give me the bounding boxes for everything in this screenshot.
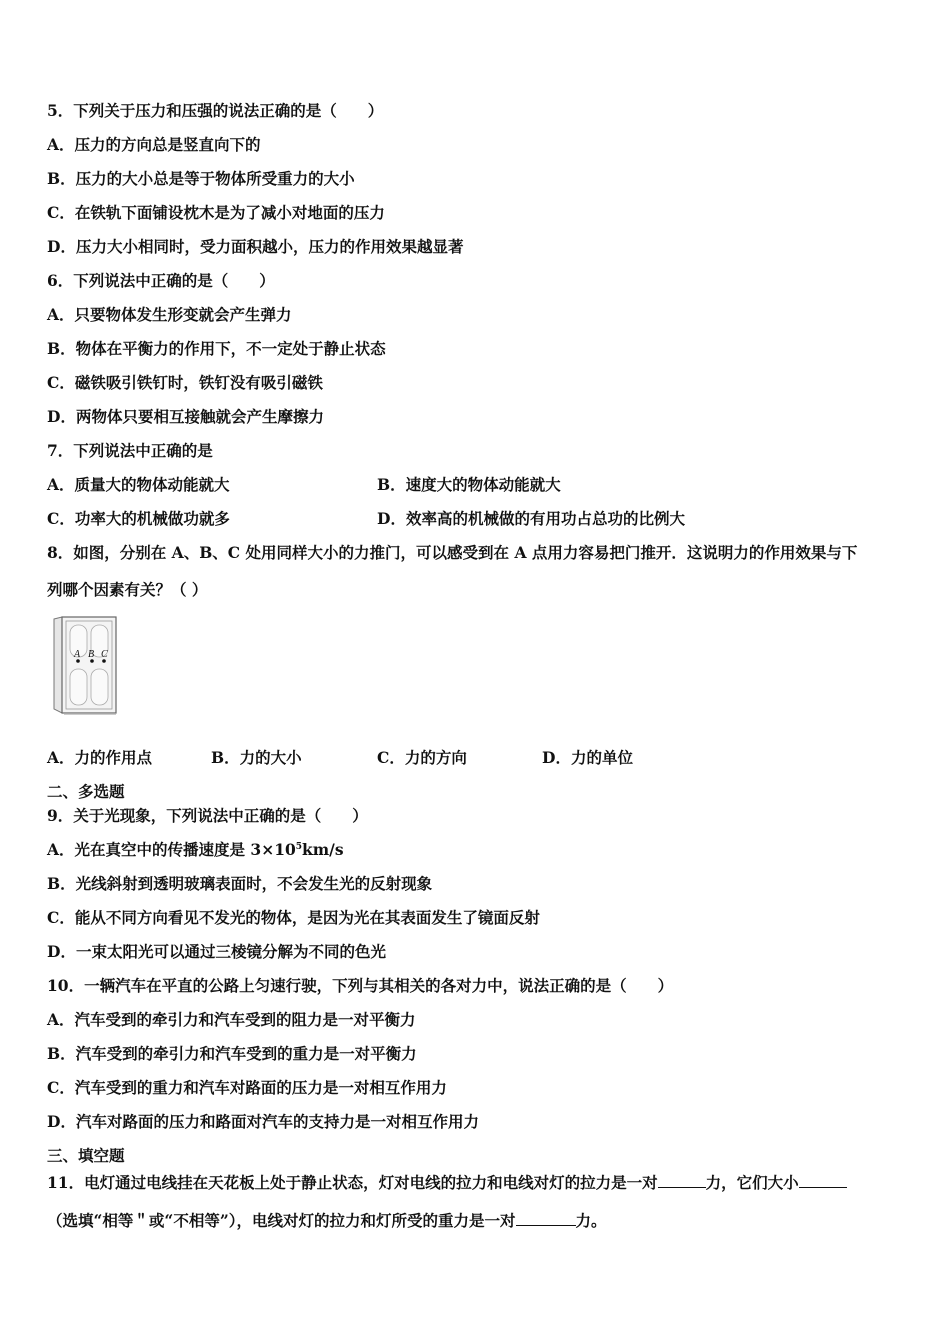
q8-option-b: B．力的大小 <box>211 748 302 767</box>
door-figure <box>50 615 120 715</box>
q10-option-a: A．汽车受到的牵引力和汽车受到的阻力是一对平衡力 <box>47 1010 416 1029</box>
q9-option-a-text: A．光在真空中的传播速度是 3×10 <box>47 840 296 859</box>
q5-stem: 5．下列关于压力和压强的说法正确的是（ ） <box>47 101 384 120</box>
q8-option-d: D．力的单位 <box>542 748 633 767</box>
q5-option-d: D．压力大小相同时，受力面积越小，压力的作用效果越显著 <box>47 237 464 256</box>
point-c-label: C <box>101 649 108 660</box>
section-3-heading: 三、填空题 <box>47 1146 125 1165</box>
q6-option-d: D．两物体只要相互接触就会产生摩擦力 <box>47 407 324 426</box>
q6-option-c: C．磁铁吸引铁钉时，铁钉没有吸引磁铁 <box>47 373 323 392</box>
q9-option-a <box>47 840 344 860</box>
q9-option-d: D．一束太阳光可以通过三棱镜分解为不同的色光 <box>47 942 386 961</box>
q7-stem: 7．下列说法中正确的是 <box>47 441 213 460</box>
q10-option-b: B．汽车受到的牵引力和汽车受到的重力是一对平衡力 <box>47 1044 417 1063</box>
q11-text-part3: （选填“相等＂或“不相等”），电线对灯的拉力和灯所受的重力是一对 <box>47 1211 516 1230</box>
q5-option-b: B．压力的大小总是等于物体所受重力的大小 <box>47 169 355 188</box>
q10-option-c: C．汽车受到的重力和汽车对路面的压力是一对相互作用力 <box>47 1078 447 1097</box>
q9-option-a-exponent: 5 <box>295 841 303 852</box>
q11-text-part4: 力。 <box>575 1211 607 1230</box>
q6-option-a: A．只要物体发生形变就会产生弹力 <box>47 305 292 324</box>
q11-text-part1: 11．电灯通过电线挂在天花板上处于静止状态，灯对电线的拉力和电线对灯的拉力是一对 <box>47 1173 658 1192</box>
q5-option-c: C．在铁轨下面铺设枕木是为了减小对地面的压力 <box>47 203 385 222</box>
q7-option-b: B．速度大的物体动能就大 <box>377 475 561 494</box>
q7-option-c: C．功率大的机械做功就多 <box>47 509 230 528</box>
q7-option-d: D．效率高的机械做的有用功占总功的比例大 <box>377 509 685 528</box>
point-a-label: A <box>74 649 81 660</box>
q8-option-a: A．力的作用点 <box>47 748 153 767</box>
q8-option-c: C．力的方向 <box>377 748 467 767</box>
q9-option-b: B．光线斜射到透明玻璃表面时，不会发生光的反射现象 <box>47 874 433 893</box>
q9-stem: 9．关于光现象，下列说法中正确的是（ ） <box>47 806 368 825</box>
q6-option-b: B．物体在平衡力的作用下，不一定处于静止状态 <box>47 339 386 358</box>
q11-text-part2: 力，它们大小 <box>705 1173 799 1192</box>
q10-option-d: D．汽车对路面的压力和路面对汽车的支持力是一对相互作用力 <box>47 1112 479 1131</box>
section-2-heading: 二、多选题 <box>47 782 125 801</box>
q11-line2 <box>47 1210 607 1231</box>
q9-option-c: C．能从不同方向看见不发光的物体，是因为光在其表面发生了镜面反射 <box>47 908 540 927</box>
q10-stem: 10．一辆汽车在平直的公路上匀速行驶，下列与其相关的各对力中，说法正确的是（ ） <box>47 976 674 995</box>
q6-stem: 6．下列说法中正确的是（ ） <box>47 271 275 290</box>
q9-option-a-unit: km/s <box>302 840 344 859</box>
q11-line1 <box>47 1172 847 1193</box>
q7-option-a: A．质量大的物体动能就大 <box>47 475 230 494</box>
q8-stem-line1: 8．如图，分别在 A、B、C 处用同样大小的力推门，可以感受到在 A 点用力容易把门推开．这说明力的作用效果与下 <box>47 543 858 562</box>
q11-blank-1[interactable] <box>658 1172 706 1188</box>
q11-blank-2[interactable] <box>799 1172 847 1188</box>
q8-stem-line2: 列哪个因素有关？（ ） <box>47 580 208 599</box>
q5-option-a: A．压力的方向总是竖直向下的 <box>47 135 261 154</box>
q11-blank-3[interactable] <box>516 1210 576 1226</box>
point-b-label: B <box>88 649 95 660</box>
